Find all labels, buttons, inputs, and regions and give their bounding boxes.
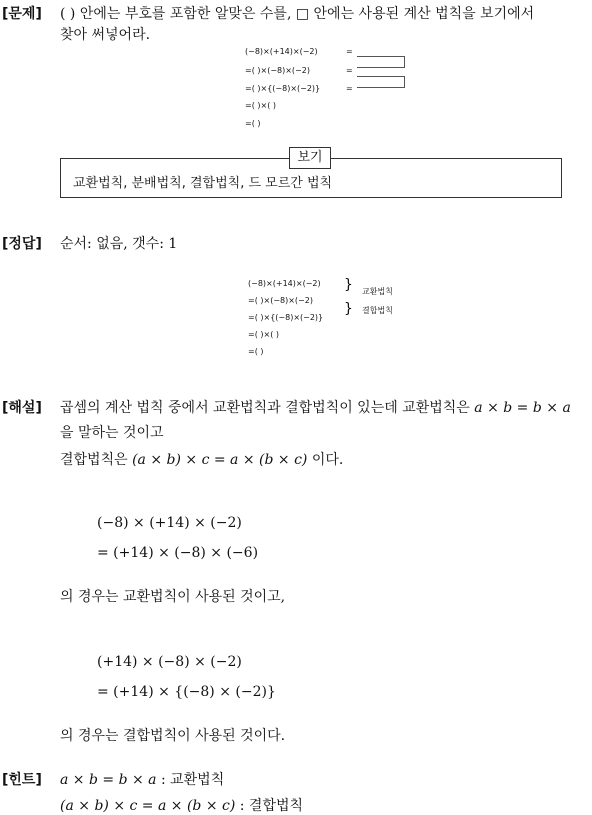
hint-law-name: : 결합법칙: [239, 798, 304, 814]
brace-icon: }: [344, 301, 353, 317]
hint-law-name: : 교환법칙: [160, 772, 225, 788]
problem-equals-sign: =: [346, 47, 353, 56]
answer-work-line: =( )×{(−8)×(−2)}: [248, 313, 324, 322]
choices-title: 보기: [289, 147, 331, 169]
explanation-equation: (−8) × (+14) × (−2): [97, 515, 242, 531]
answer-law-associative: 결합법칙: [362, 306, 393, 315]
associative-formula: (a × b) × c = a × (b × c): [132, 452, 308, 468]
explanation-label: [해설]: [2, 400, 42, 416]
explanation-line3-text: 결합법칙은: [60, 452, 128, 468]
problem-text-line1: ( ) 안에는 부호를 포함한 알맞은 수를, □ 안에는 사용된 계산 법칙을 보기에서: [60, 6, 535, 22]
hint-formula: a × b = b × a: [60, 772, 157, 788]
explanation-equation: = (+14) × {(−8) × (−2)}: [97, 684, 276, 700]
explanation-line1: [60, 397, 571, 417]
problem-text-line2: 찾아 써넣어라.: [60, 27, 151, 43]
problem-label: [문제]: [2, 6, 42, 22]
answer-label: [정답]: [2, 236, 42, 252]
problem-work-line: =( ): [245, 119, 261, 128]
explanation-equation: (+14) × (−8) × (−2): [97, 654, 242, 670]
problem-work-line: =( )×(−8)×(−2): [245, 66, 310, 75]
answer-work-line: =( ): [248, 347, 264, 356]
commutative-formula: a × b = b × a: [474, 400, 571, 416]
law-blank-box[interactable]: [357, 76, 405, 88]
hint-line1: [60, 769, 224, 789]
answer-work-line: =( )×( ): [248, 330, 279, 339]
explanation-equation: = (+14) × (−8) × (−6): [97, 545, 259, 561]
explanation-note: 의 경우는 교환법칙이 사용된 것이고,: [60, 589, 286, 605]
explanation-line1-text: 곱셈의 계산 법칙 중에서 교환법칙과 결합법칙이 있는데 교환법칙은: [60, 400, 470, 416]
hint-label: [힌트]: [2, 772, 42, 788]
answer-work-line: =( )×(−8)×(−2): [248, 296, 313, 305]
problem-equals-sign: =: [346, 84, 353, 93]
problem-work-line: =( )×{(−8)×(−2)}: [245, 84, 321, 93]
brace-icon: }: [344, 277, 353, 293]
choices-content: 교환법칙, 분배법칙, 결합법칙, 드 모르간 법칙: [73, 176, 333, 191]
hint-line2: [60, 795, 303, 815]
problem-work-line: (−8)×(+14)×(−2): [245, 47, 318, 56]
explanation-line3: [60, 449, 343, 469]
problem-equals-sign: =: [346, 66, 353, 75]
problem-work-line: =( )×( ): [245, 101, 276, 110]
answer-text: 순서: 없음, 갯수: 1: [60, 236, 178, 252]
explanation-line2: 을 말하는 것이고: [60, 425, 164, 441]
answer-law-commutative: 교환법칙: [362, 287, 393, 296]
law-blank-box[interactable]: [357, 56, 405, 68]
hint-formula: (a × b) × c = a × (b × c): [60, 798, 236, 814]
answer-work-line: (−8)×(+14)×(−2): [248, 279, 321, 288]
explanation-note: 의 경우는 결합법칙이 사용된 것이다.: [60, 728, 286, 744]
explanation-line3-end: 이다.: [311, 452, 344, 468]
